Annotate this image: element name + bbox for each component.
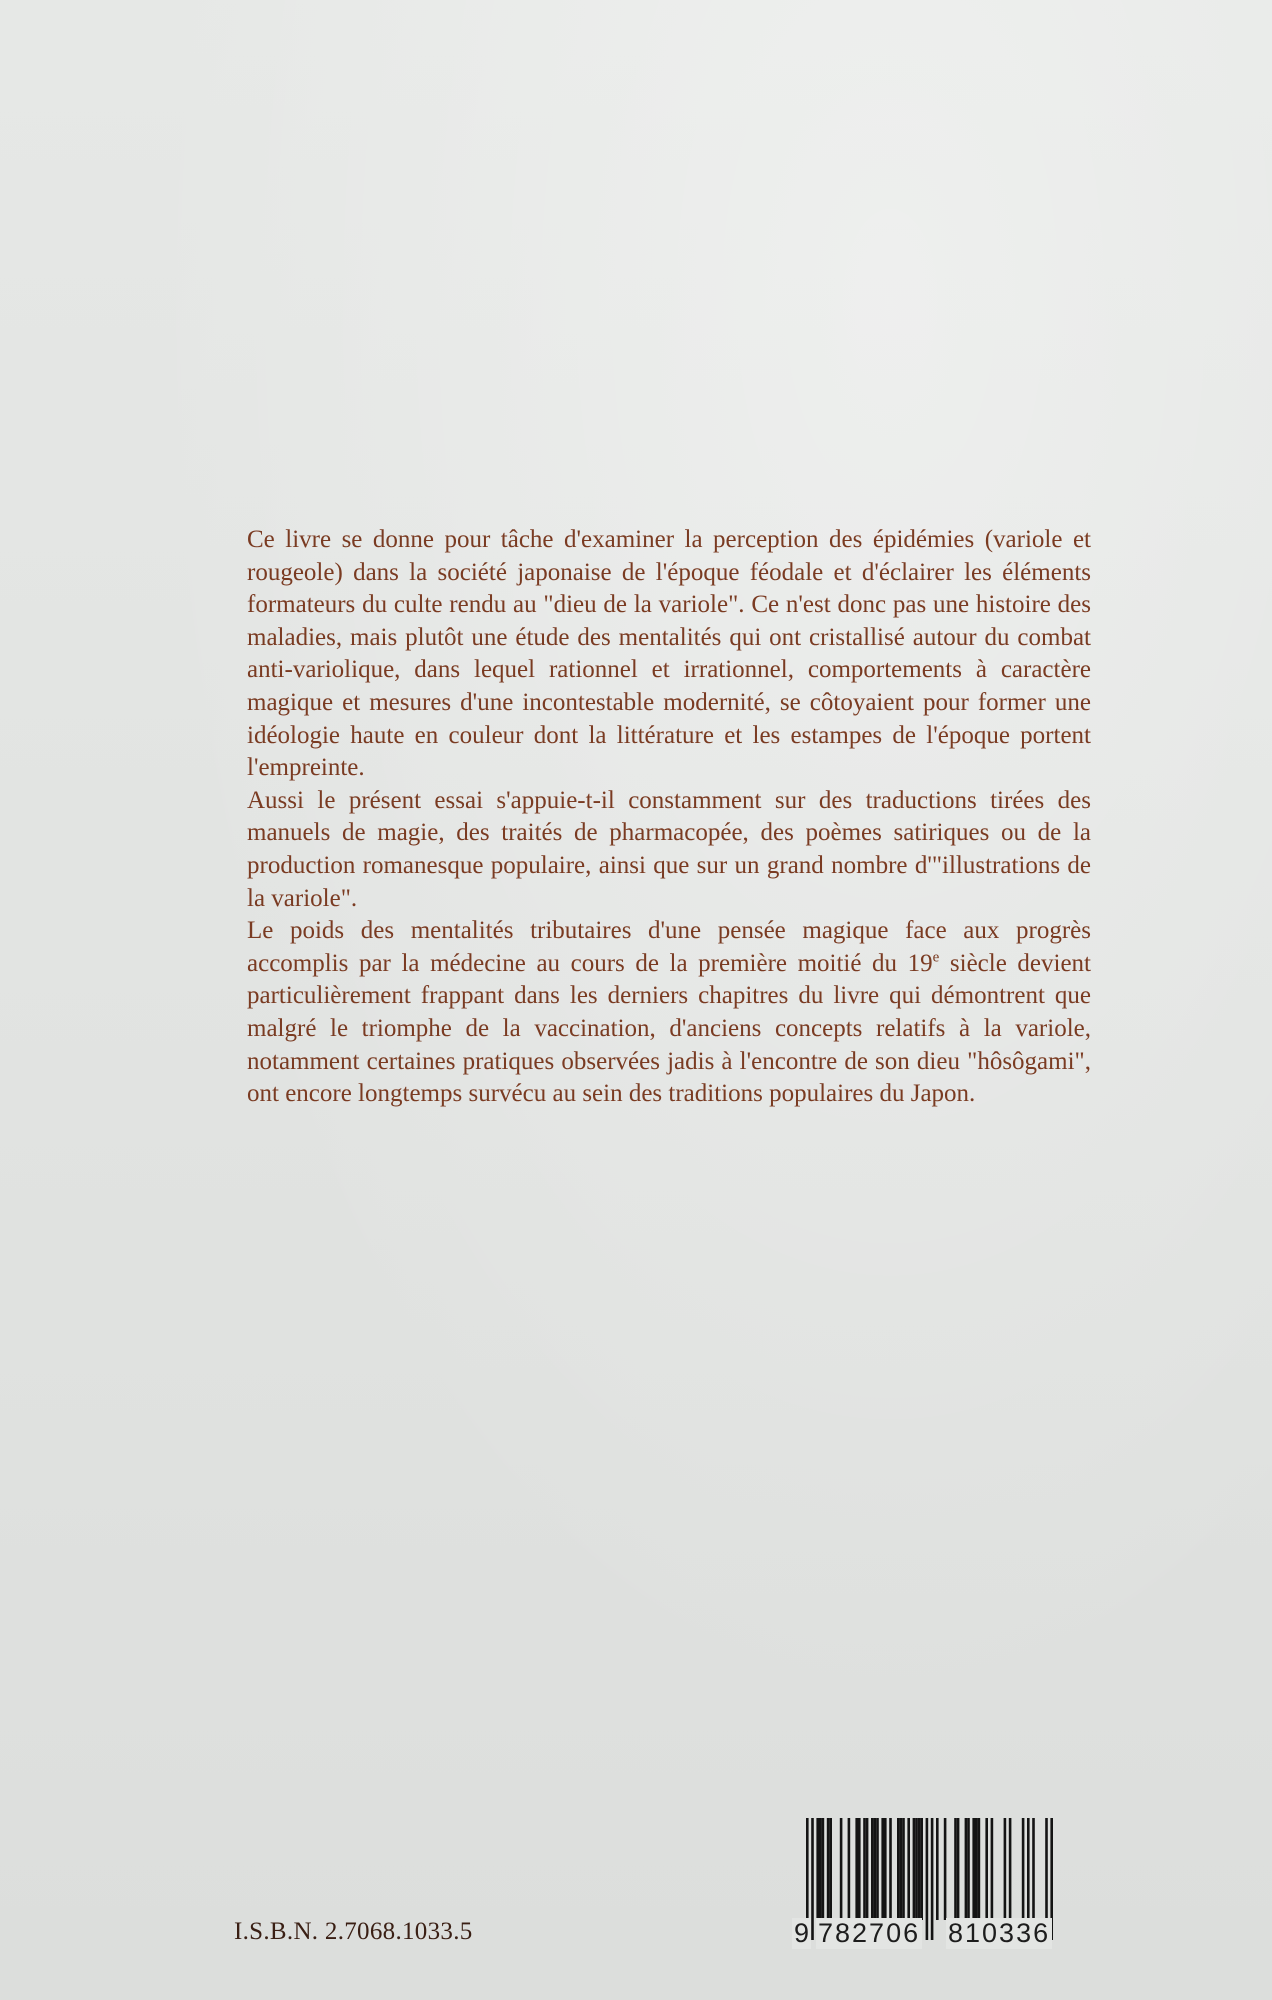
barcode-bar-4 [822, 1818, 825, 1920]
barcode-bar-5 [827, 1818, 830, 1920]
barcode-bar-12 [866, 1818, 869, 1920]
barcode-bar-26 [920, 1818, 923, 1920]
barcode-bar-23 [913, 1818, 916, 1920]
blurb-text [247, 524, 1091, 1111]
barcode-bar-18 [889, 1818, 892, 1920]
barcode-bar-19 [897, 1818, 900, 1920]
barcode-left-group: 782706 [818, 1918, 921, 1948]
barcode-bar-30 [944, 1818, 947, 1920]
barcode-bar-7 [840, 1818, 843, 1920]
barcode-bar-14 [874, 1818, 877, 1920]
barcode-bar-39 [991, 1818, 994, 1920]
barcode-bar-17 [884, 1818, 887, 1920]
barcode-bar-37 [978, 1818, 981, 1920]
barcode-bar-31 [954, 1818, 957, 1920]
barcode-bar-35 [972, 1818, 975, 1920]
barcode-bar-11 [863, 1818, 866, 1920]
barcode-bar-20 [900, 1818, 903, 1920]
barcode-bar-3 [819, 1818, 822, 1920]
barcode-bar-38 [985, 1818, 988, 1920]
barcode-bar-13 [871, 1818, 874, 1920]
century-superscript: e [932, 949, 940, 966]
barcode-bar-44 [1032, 1818, 1035, 1920]
barcode-bar-32 [957, 1818, 960, 1920]
barcode-first-digit: 9 [794, 1918, 810, 1948]
barcode-bar-21 [902, 1818, 905, 1920]
barcode-bar-9 [855, 1818, 858, 1920]
blurb-paragraph-3-end: siècle devient particulièrement frappant dans les derniers chapitres du livre qui démontrent que malgré le triomphe de la vaccination, d'anciens concepts relatifs à la variole, notamment certaines pratiques observées jadis à l'encontre de son dieu "hôsôgami", ont encore longtemps survécu au sein des traditions populaires du Japon. [247, 949, 1091, 1108]
barcode-bar-36 [975, 1818, 978, 1920]
barcode-bar-24 [915, 1818, 918, 1920]
blurb-paragraph-3-start: Le poids des mentalités tributaires d'une pensée magique face aux progrès accomplis par la médecine au cours de la première moitié du 19 [247, 917, 1091, 977]
barcode-bar-33 [965, 1818, 968, 1920]
blurb-paragraph-3 [247, 915, 1091, 1111]
barcode-bar-28 [931, 1818, 934, 1940]
barcode-bar-41 [1009, 1818, 1012, 1920]
barcode-bar-10 [858, 1818, 861, 1920]
barcode-bar-6 [829, 1818, 832, 1920]
barcode-bar-34 [967, 1818, 970, 1920]
barcode-bar-40 [1004, 1818, 1007, 1920]
barcode-bar-25 [918, 1818, 921, 1920]
barcode-bar-1 [811, 1818, 814, 1940]
barcode-bar-43 [1027, 1818, 1030, 1920]
barcode-bar-27 [926, 1818, 929, 1940]
barcode-bar-29 [936, 1818, 939, 1920]
barcode-bar-16 [881, 1818, 884, 1920]
barcode-right-group: 810336 [948, 1918, 1051, 1948]
barcode-bar-42 [1022, 1818, 1025, 1920]
barcode-bar-8 [848, 1818, 851, 1920]
barcode-bar-22 [907, 1818, 910, 1920]
blurb-paragraph-1: Ce livre se donne pour tâche d'examiner la perception des épidémies (variole et rougeole) dans la société japonaise de l'époque féodale et d'éclairer les éléments formateurs du culte rendu au "dieu de la variole". Ce n'est donc pas une histoire des maladies, mais plutôt une étude des mentalités qui ont cristallisé autour du combat anti-variolique, dans lequel rationnel et irrationnel, comportements à caractère magique et mesures d'une incontestable modernité, se côtoyaient pour former une idéologie haute en couleur dont la littérature et les estampes de l'époque portent l'empreinte. [247, 526, 1091, 782]
barcode-bar-15 [876, 1818, 879, 1920]
isbn-label: I.S.B.N. 2.7068.1033.5 [234, 1918, 473, 1945]
barcode [780, 1818, 1080, 1958]
blurb-paragraph-2: Aussi le présent essai s'appuie-t-il constamment sur des traductions tirées des manuels de magie, des traités de pharmacopée, des poèmes satiriques ou de la production romanesque populaire, ainsi que sur un grand nombre d'"illustrations de la variole". [247, 786, 1091, 912]
barcode-bar-2 [816, 1818, 819, 1920]
